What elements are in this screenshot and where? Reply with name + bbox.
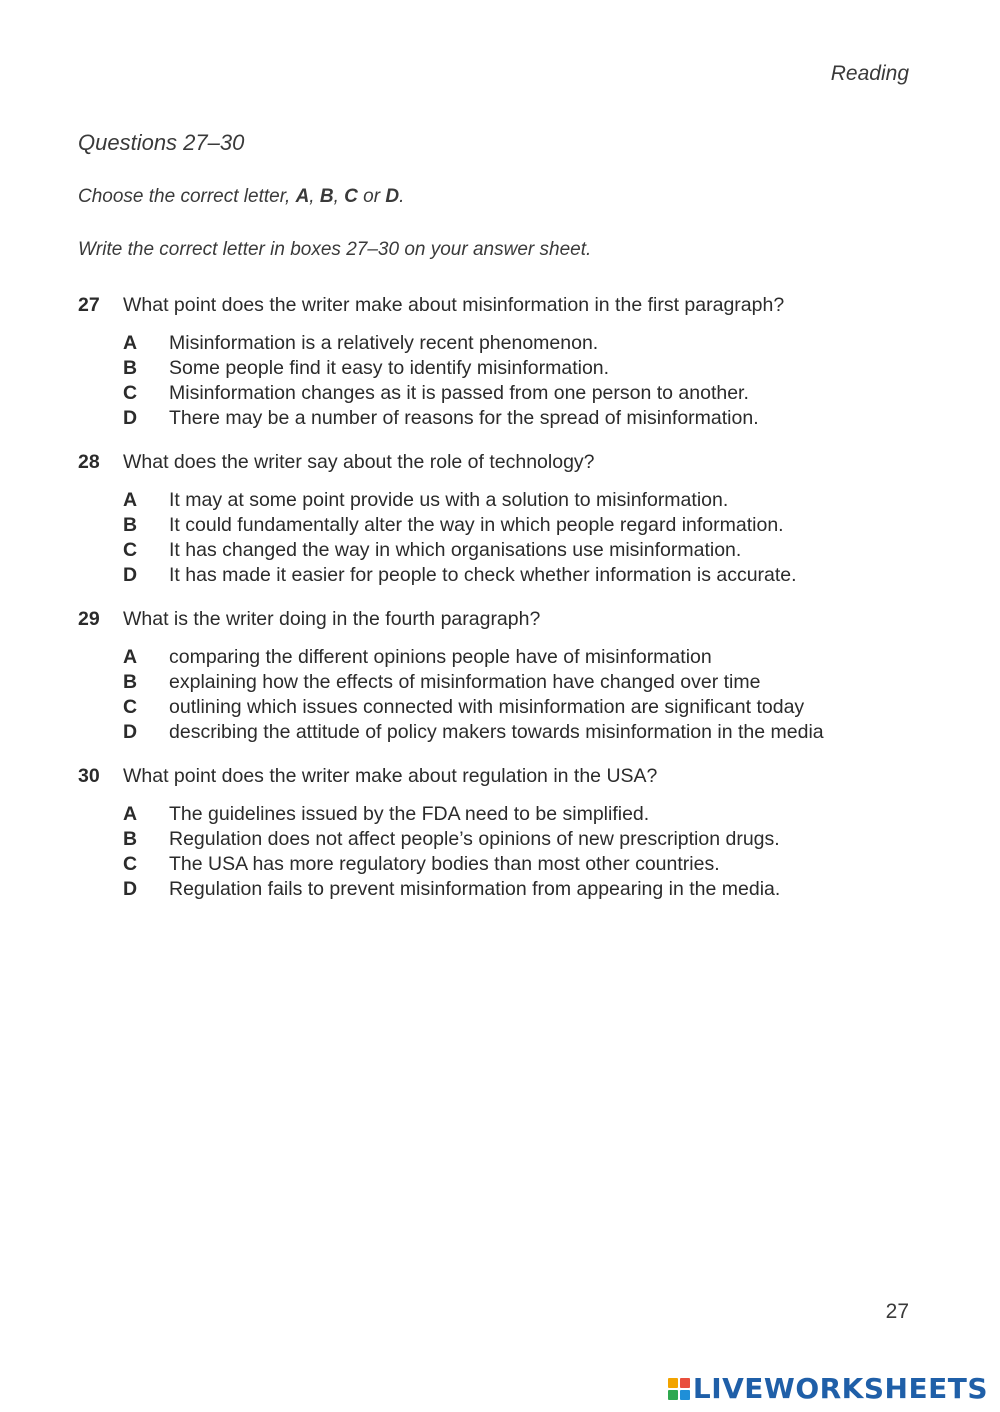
question-number: 28 [78, 451, 100, 473]
option-text: outlining which issues connected with misinformation are significant today [169, 696, 805, 718]
option-letter: B [123, 828, 138, 850]
question-28 [78, 449, 958, 588]
question-number: 30 [78, 765, 100, 787]
option-text: Misinformation is a relatively recent phenomenon. [169, 332, 599, 354]
option-letter: D [123, 407, 138, 429]
option-text: It has made it easier for people to check whether information is accurate. [169, 564, 797, 586]
option-29-d[interactable] [123, 720, 958, 745]
logo-cell [680, 1390, 690, 1400]
option-text: It has changed the way in which organisations use misinformation. [169, 539, 742, 561]
option-29-a[interactable] [123, 645, 958, 670]
option-29-b[interactable] [123, 670, 958, 695]
section-label: Reading [830, 62, 909, 85]
option-letter: C [123, 539, 138, 561]
question-text: What is the writer doing in the fourth paragraph? [123, 608, 541, 630]
option-text: Regulation fails to prevent misinformation from appearing in the media. [169, 878, 781, 900]
option-letter: A [123, 332, 138, 354]
logo-cell [668, 1378, 678, 1388]
option-text: It may at some point provide us with a solution to misinformation. [169, 489, 729, 511]
option-letter: C [123, 382, 138, 404]
option-28-c[interactable] [123, 538, 958, 563]
question-29 [78, 606, 958, 745]
option-letter: A [123, 489, 138, 511]
option-text: There may be a number of reasons for the spread of misinformation. [169, 407, 759, 429]
option-letter: A [123, 803, 138, 825]
option-letter: B [123, 357, 138, 379]
logo-cell [668, 1390, 678, 1400]
liveworksheets-brand[interactable] [668, 1372, 988, 1405]
option-text: It could fundamentally alter the way in which people regard information. [169, 514, 784, 536]
option-29-c[interactable] [123, 695, 958, 720]
option-letter: C [123, 696, 138, 718]
instruction-answer-sheet: Write the correct letter in boxes 27–30 on your answer sheet. [78, 239, 592, 260]
option-28-b[interactable] [123, 513, 958, 538]
option-text: The guidelines issued by the FDA need to be simplified. [169, 803, 650, 825]
option-30-a[interactable] [123, 802, 958, 827]
logo-cell [680, 1378, 690, 1388]
option-text: describing the attitude of policy makers towards misinformation in the media [169, 721, 824, 743]
option-27-b[interactable] [123, 356, 958, 381]
option-letter: B [123, 671, 138, 693]
option-30-c[interactable] [123, 852, 958, 877]
brand-name: LIVEWORKSHEETS [692, 1372, 988, 1405]
option-27-c[interactable] [123, 381, 958, 406]
option-text: Regulation does not affect people’s opinions of new prescription drugs. [169, 828, 780, 850]
option-letter: D [123, 721, 138, 743]
question-text: What point does the writer make about regulation in the USA? [123, 765, 658, 787]
option-28-d[interactable] [123, 563, 958, 588]
question-number: 29 [78, 608, 100, 630]
option-letter: D [123, 878, 138, 900]
option-27-d[interactable] [123, 406, 958, 431]
questions-list [78, 292, 958, 920]
option-27-a[interactable] [123, 331, 958, 356]
question-30 [78, 763, 958, 902]
option-28-a[interactable] [123, 488, 958, 513]
option-text: comparing the different opinions people have of misinformation [169, 646, 712, 668]
option-text: Some people find it easy to identify misinformation. [169, 357, 610, 379]
option-letter: C [123, 853, 138, 875]
option-letter: A [123, 646, 138, 668]
liveworksheets-logo-icon [668, 1378, 690, 1400]
page-number: 27 [885, 1300, 909, 1323]
option-letter: B [123, 514, 138, 536]
question-text: What point does the writer make about misinformation in the first paragraph? [123, 294, 785, 316]
question-text: What does the writer say about the role of technology? [123, 451, 595, 473]
option-text: explaining how the effects of misinformation have changed over time [169, 671, 761, 693]
question-27 [78, 292, 958, 431]
option-text: The USA has more regulatory bodies than most other countries. [169, 853, 720, 875]
option-letter: D [123, 564, 138, 586]
option-30-b[interactable] [123, 827, 958, 852]
instruction-choose-letter: Choose the correct letter, A, B, C or D. [78, 186, 405, 207]
option-text: Misinformation changes as it is passed from one person to another. [169, 382, 749, 404]
option-30-d[interactable] [123, 877, 958, 902]
question-number: 27 [78, 294, 100, 316]
questions-heading: Questions 27–30 [78, 130, 245, 155]
